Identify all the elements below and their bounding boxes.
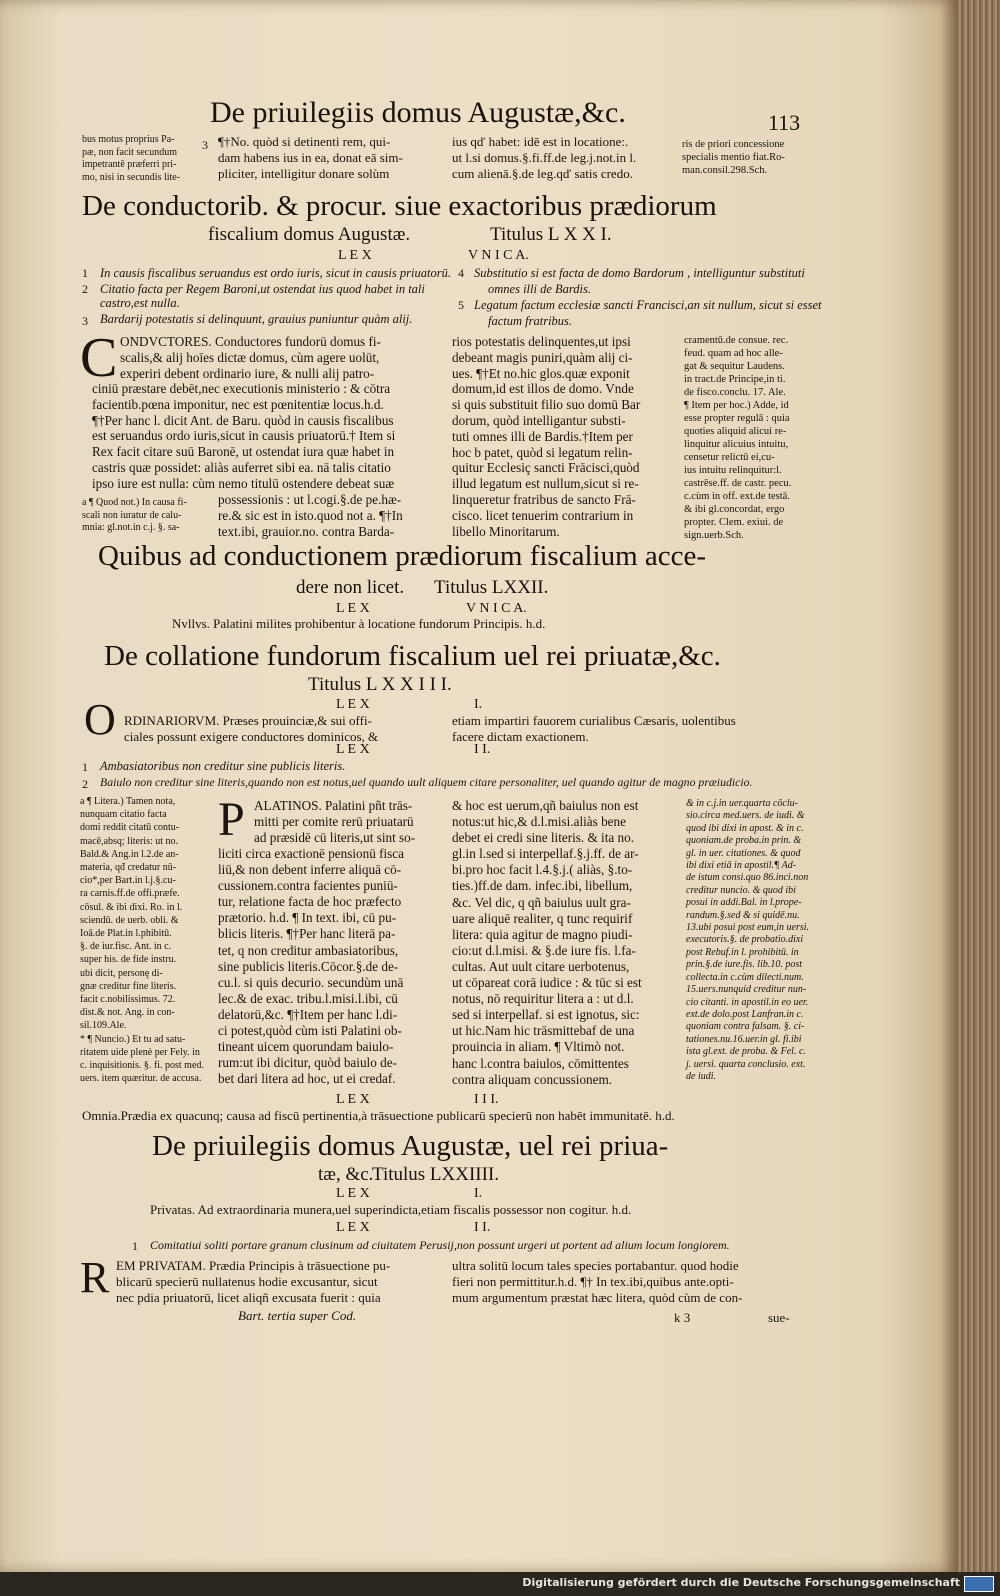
catch-reference: Bart. tertia super Cod. — [238, 1308, 357, 1323]
lex-73-1-number: I. — [474, 697, 483, 712]
vnica-72-label: V N I C A. — [466, 601, 527, 616]
t73-lex3-text: Omnia.Prædia ex quacunq; causa ad fiscū pertinentia,à trāsuectione publicarū specierū non habēt immunitatē. h.d. — [82, 1108, 675, 1123]
signature-mark: k 3 — [674, 1310, 691, 1325]
title-74-line-1: De priuilegiis domus Augustæ, uel rei priua- — [152, 1130, 669, 1162]
t71-column-1-cont: ciniū præstare debēt,nec executionis ministerio : & cōtra facientib.pœna imponitur, nec est pœnitentiæ locus.h.d. ¶†Per hanc l. dicit Ant. de Baru. quòd in causis fiscalibus est seruandus ordo iuris,sicut in causis priuatorū.† Item si Rex facit citare suū Baronē, ut ostendat iura quæ habet in castris quæ possidet: aliàs auferret sibi ea. nā talis citatio ipso iure est nulla: cùm nemo titulū ostendere debeat suæ — [92, 381, 396, 491]
t73-left-notes: a ¶ Litera.) Tamen nota, nunquam citatio facta domi reddit citatū contu- macē,absq; literis: ut no. Bald.& Ang.in l.2.de an- materia, qđ credatur nū- cio*,per Bart.in l.j.§.cu- ra carnis.ff.de offi.præfe. cōsul. & ibi dixi. Ro. in l. sciendū. de uerb. obli. & Ioā.de Plat.in l.phibitū. §. de iur.fisc. Ant. in c. super his. de fide instru. ubi dicit, personę di- gnæ creditur fine literis. facit c.nobilissimus. 72. dist.& not. Ang. in con- sil.109.Ale. * ¶ Nuncio.) Et tu ad satu- ritatem uide plenè per Fely. in c. inquisitionis. §. fi. post med. uers. item quæritur. de accusa. — [80, 796, 204, 1085]
digitization-credit: Digitalisierung gefördert durch die Deutsche Forschungsgemeinschaft — [522, 1576, 960, 1589]
t73-column-1: liciti circa exactionē pensionū fisca liū,& non debent inferre aliquā cō- cussionem.contra facientes puniū- tur, relatione facta de hoc præfecto prætorio. h.d. ¶ In text. ibi, cū pu- blicis literis. ¶†Per hanc literā pa- tet, q non creditur ambasiatoribus, sine publicis literis.Cōcor.§.de de- cu.l. si quis decurio. secundùm unā lec.& de exac. tribu.l.misi.l.ibi, cū delatorū,&c. ¶†Item per hanc l.di- ci potest,quòd cùm isti Palatini ob- tineant uicem quorundam baiulo- rum:ut ibi dicitur, quòd baiulo de- bet dari litera ad hoc, ut ei credaf. — [218, 846, 405, 1087]
title-74-line-2: tæ, &c. — [318, 1164, 374, 1185]
t74-column-1: EM PRIVATAM. Prædia Principis à trāsuectione pu- blicarū specierū nullatenus hodie excusantur, sicut nec pdia priuatorū, licet aliqñ excusata fuerit : quia — [116, 1258, 391, 1305]
t71-note-a: a ¶ Quod not.) In causa fi- scali non iuratur de calu- mnia: gl.not.in c.j. §. sa- — [82, 497, 187, 533]
t71-column-1: ONDVCTORES. Conductores fundorū domus fi- scalis,& alij hoīes dictæ domus, cùm agere uolūt, experiri debent ordinario iure, & nulli alij patro- — [120, 334, 381, 381]
lex-74-2-number: I I. — [474, 1220, 491, 1235]
vnica-71-label: V N I C A. — [468, 248, 529, 263]
title-72-line-1: Quibus ad conductionem prædiorum fiscalium acce- — [98, 540, 707, 572]
t71-right-notes: cramentū.de consue. rec. feud. quam ad hoc alle- gat & sequitur Laudens. in tract.de Principe,in ti. de fisco.conclu. 17. Ale. ¶ Item per hoc.) Adde, id esse propter regulā : quia quoties aliquid alicui re- linquitur alicuius intuitu, censetur relictū ei,cu- ius intuitu relinquitur:l. castrēse.ff. de castr. pecu. c.cùm in off. ext.de testā. & ibi gl.concordat, ergo propter. Clem. exiui. de sign.uerb.Sch. — [684, 335, 792, 541]
t73-column-1-head: ALATINOS. Palatini pñt trās- mitti per comite rerū priuatarū ad præsidē cū literis,ut sint so- — [254, 798, 416, 846]
titulus-73: Titulus L X X I I I. — [308, 674, 452, 695]
initial-R: R — [80, 1253, 110, 1302]
t74-column-2: ultra solitū locum tales species portabantur. quod hodie fieri non permittitur.h.d. ¶† In tex.ibi,quibus ante.opti- mum argumentum præstat hæc litera, quòd cùm de con- — [452, 1258, 743, 1305]
lex-74-1-number: I. — [474, 1186, 483, 1201]
title-71-line-2: fiscalium domus Augustæ. — [208, 224, 411, 245]
t74-lex1-text: Privatas. Ad extraordinaria munera,uel superindicta,etiam fiscalis possessor non cogitur. h.d. — [150, 1202, 632, 1217]
lex-71-label: L E X — [338, 248, 372, 263]
dfg-logo-icon — [964, 1576, 994, 1592]
initial-P: P — [218, 793, 245, 846]
top-right-note: ris de priori concessione specialis mentio fiat.Ro- man.consil.298.Sch. — [682, 139, 785, 176]
page-edges — [958, 0, 1000, 1572]
initial-C: C — [80, 327, 118, 389]
lex-74-2-label: L E X — [336, 1220, 370, 1235]
lex-73-3-label: L E X — [336, 1092, 370, 1107]
catchword: sue- — [768, 1310, 790, 1325]
t73-column-2: & hoc est uerum,qñ baiulus non est notus:ut hic,& d.l.misi.aliàs bene debet ei credi sine literis. & ita no. gl.in l.sed si interpellaf.§.j.ff. de ar- bi.pro hoc facit l.4.§.j.( aliàs, §.to- ties.)ff.de dam. infec.ibi, libellum, &c. Vel dic, q qñ baiulus uult gra- uare aliquē realiter, q tunc requirif litera: quia agitur de magno piudi- cio:ut d.l.misi. & §.de iure fis. l.fa- cultas. Aut uult citare uerbotenus, ut cōpareat corā iudice : & tūc si est notus, nō requiritur litera a : ut d.l. sed si interpellaf. si est ignotus, sic: ut hic.Nam hic trāsmittebaf de una prouincia in aliam. ¶ Vltimò not. hanc l.contra baiulos, cōmittentes contra aliquam concussionem. — [452, 798, 642, 1087]
folio-number: 113 — [768, 110, 801, 135]
lex-73-2-number: I I. — [474, 742, 491, 757]
lex-74-1-label: L E X — [336, 1186, 370, 1201]
lex-72-label: L E X — [336, 601, 370, 616]
margin-number: 3 — [202, 138, 208, 152]
t73-lex1-left: RDINARIORVM. Præses prouinciæ,& sui offi- ciales possunt exigere conductores dominicos, & — [124, 713, 379, 744]
t73-right-notes: & in c.j.in uer.quarta cōclu- sio.circa med.uers. de iudi. & quod ibi dixi in apost. & in c. quoniam.de proba.in prin. & gl. in uer. citationes. & quod ibi dixi etiā in apostil.¶ Ad- de istum consi.quo 86.inci.non creditur nuncio. & quod ibi posui in addi.Bal. in l.prope- randum.§.sed & si quidē.nu. 13.ubi posui post eum,in uersi. executoris.§. de probatio.dixi post Rebuf.in l. prohibitū. in prin.§.de iure.fis. lib.10. post collecta.in c.cùm dilecti.num. 15.uers.nunquid creditur nun- cio citanti. in apostil.in eo uer. ext.de dolo.post Lanfran.in c. quoniam contra falsam. §. ci- tationes.nu.16.uer.in gl. fi.ibi ista gl.ext. de proba. & Fel. c. j. uersi. quarta conclusio. ext. de iudi. — [686, 798, 810, 1082]
lex-73-3-number: I I I. — [474, 1092, 499, 1107]
t72-text: Nvllvs. Palatini milites prohibentur à locatione fundorum Principis. h.d. — [172, 616, 546, 631]
t73-lex1-right: etiam impartiri fauorem curialibus Cæsaris, uolentibus facere dictam exactionem. — [452, 713, 736, 744]
t71-column-1-end: possessionis : ut l.cogi.§.de pe.hæ- re.& sic est in isto.quod not a. ¶†In text.ibi, grauior.no. contra Barda- — [218, 492, 403, 539]
running-head: De priuilegiis domus Augustæ,&c. — [210, 96, 626, 129]
title-71-line-1: De conductorib. & procur. siue exactoribus prædiorum — [82, 190, 717, 222]
initial-O: O — [84, 695, 116, 744]
title-72-line-2: dere non licet. — [296, 577, 405, 598]
lex-73-2-label: L E X — [336, 742, 370, 757]
lex-73-1-label: L E X — [336, 697, 370, 712]
top-left-note: bus motus proprius Pa- pæ, non facit secundum impetrantē præferri pri- mo, nisi in secundis lite- — [82, 134, 181, 183]
titulus-74: Titulus LXXIIII. — [372, 1164, 500, 1185]
title-73-line-1: De collatione fundorum fiscalium uel rei priuatæ,&c. — [104, 640, 721, 672]
top-column-2: ius qď habet: idē est in locatione:. ut l.si domus.§.fi.ff.de leg.j.not.in l. cum alienā.§.de leg.qď satis credo. — [452, 134, 637, 181]
titulus-72: Titulus LXXII. — [434, 577, 549, 598]
t71-column-2: rios potestatis delinquentes,ut ipsi debeant magis puniri,quàm alij ci- ues. ¶†Et no.hic glos.quæ exponit domum,id est illos de domo. Vnde si quis substituit filio suo domū Bar dorum, quòd intelligantur substi- tuti omnes illi de Bardis.†Item per hoc b patet, quòd si legatum relin- quitur Ecclesiç sancti Frācisci,quòd illud legatum est nullum,sicut si re- linqueretur fratribus de sancto Frā- cisco. licet tenuerim contrarium in libello Minoritarum. — [452, 334, 641, 539]
titulus-71: Titulus L X X I. — [490, 224, 612, 245]
top-column-1: ¶†No. quòd si detinenti rem, qui- dam habens ius in ea, donat eā sim- pliciter, intelligitur donare solùm — [218, 134, 403, 181]
